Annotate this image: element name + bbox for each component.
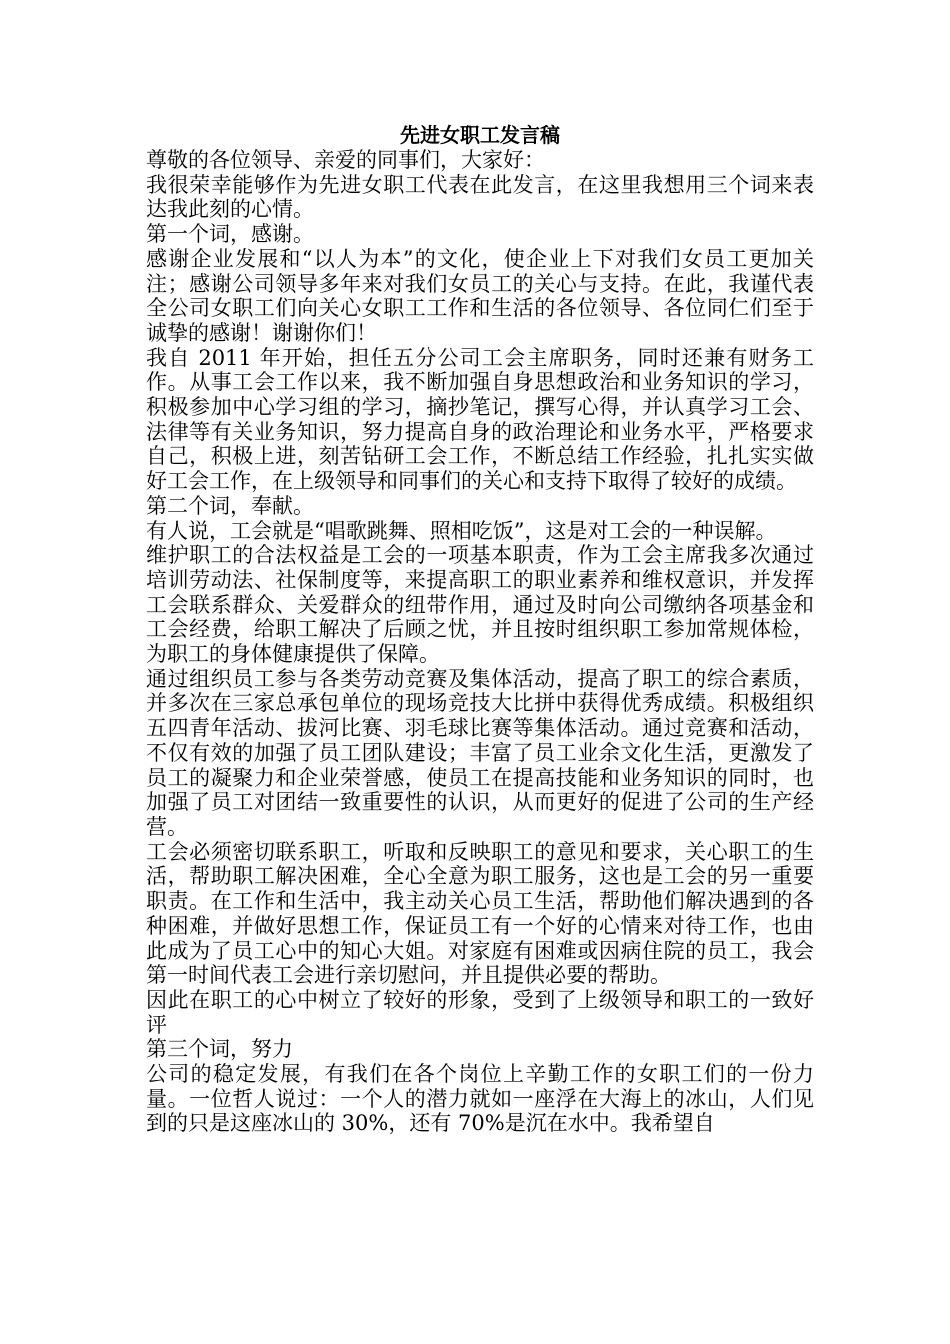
paragraph-activities: 通过组织员工参与各类劳动竞赛及集体活动，提高了职工的综合素质，并多次在三家总承包单位的现场竞技大比拼中获得优秀成绩。积极组织五四青年活动、拔河比赛、羽毛球比赛等集体活动。通过竞赛和活动，不仅有效的加强了员工团队建设；丰富了员工业余文化生活，更激发了员工的凝聚力和企业荣誉感，使员工在提高技能和业务知识的同时，也加强了员工对团结一致重要性的认识，从而更好的促进了公司的生产经营。 — [146, 666, 814, 839]
heading-second-word: 第二个词，奉献。 — [146, 493, 314, 518]
paragraph-greeting: 尊敬的各位领导、亲爱的同事们，大家好： — [146, 148, 545, 172]
paragraph-praise: 因此在职工的心中树立了较好的形象，受到了上级领导和职工的一致好评 — [146, 987, 814, 1037]
paragraph-misconception: 有人说，工会就是“唱歌跳舞、照相吃饭”，这是对工会的一种误解。 — [146, 518, 777, 543]
paragraph-work-history: 我自 2011 年开始，担任五分公司工会主席职务，同时还兼有财务工作。从事工会工作以来，我不断加强自身思想政治和业务知识的学习，积极参加中心学习组的学习，摘抄笔记，撰写心得，并认真学习工会、法律等有关业务知识，努力提高自身的政治理论和业务水平，严格要求自己，积极上进，刻苦钻研工会工作，不断总结工作经验，扎扎实实做好工会工作，在上级领导和同事们的关心和支持下取得了较好的成绩。 — [146, 345, 814, 494]
paragraph-thanks: 感谢企业发展和“以人为本”的文化，使企业上下对我们女员工更加关注；感谢公司领导多年来对我们女员工的关心与支持。在此，我谨代表全公司女职工们向关心女职工工作和生活的各位领导、各位同仁们至于诚挚的感谢！谢谢你们！ — [146, 246, 814, 345]
document-title: 先进女职工发言稿 — [400, 123, 560, 147]
paragraph-rights: 维护职工的合法权益是工会的一项基本职责，作为工会主席我多次通过培训劳动法、社保制度等，来提高职工的职业素养和维权意识，并发挥工会联系群众、关爱群众的纽带作用，通过及时向公司缴纳各项基金和工会经费，给职工解决了后顾之忧，并且按时组织职工参加常规体检，为职工的身体健康提供了保障。 — [146, 543, 814, 667]
heading-first-word: 第一个词，感谢。 — [146, 222, 314, 247]
paragraph-effort: 公司的稳定发展，有我们在各个岗位上辛勤工作的女职工们的一份力量。一位哲人说过：一个人的潜力就如一座浮在大海上的冰山，人们见到的只是这座冰山的 30%，还有 70%是沉在水中。我希望自 — [146, 1062, 814, 1136]
document-page — [146, 122, 814, 1136]
paragraph-intro: 我很荣幸能够作为先进女职工代表在此发言，在这里我想用三个词来表达我此刻的心情。 — [146, 172, 814, 222]
heading-third-word: 第三个词，努力 — [146, 1037, 293, 1062]
paragraph-care: 工会必须密切联系职工，听取和反映职工的意见和要求，关心职工的生活，帮助职工解决困难，全心全意为职工服务，这也是工会的另一重要职责。在工作和生活中，我主动关心员工生活，帮助他们解决遇到的各种困难，并做好思想工作，保证员工有一个好的心情来对待工作，也由此成为了员工心中的知心大姐。对家庭有困难或因病住院的员工，我会第一时间代表工会进行亲切慰问，并且提供必要的帮助。 — [146, 839, 814, 988]
